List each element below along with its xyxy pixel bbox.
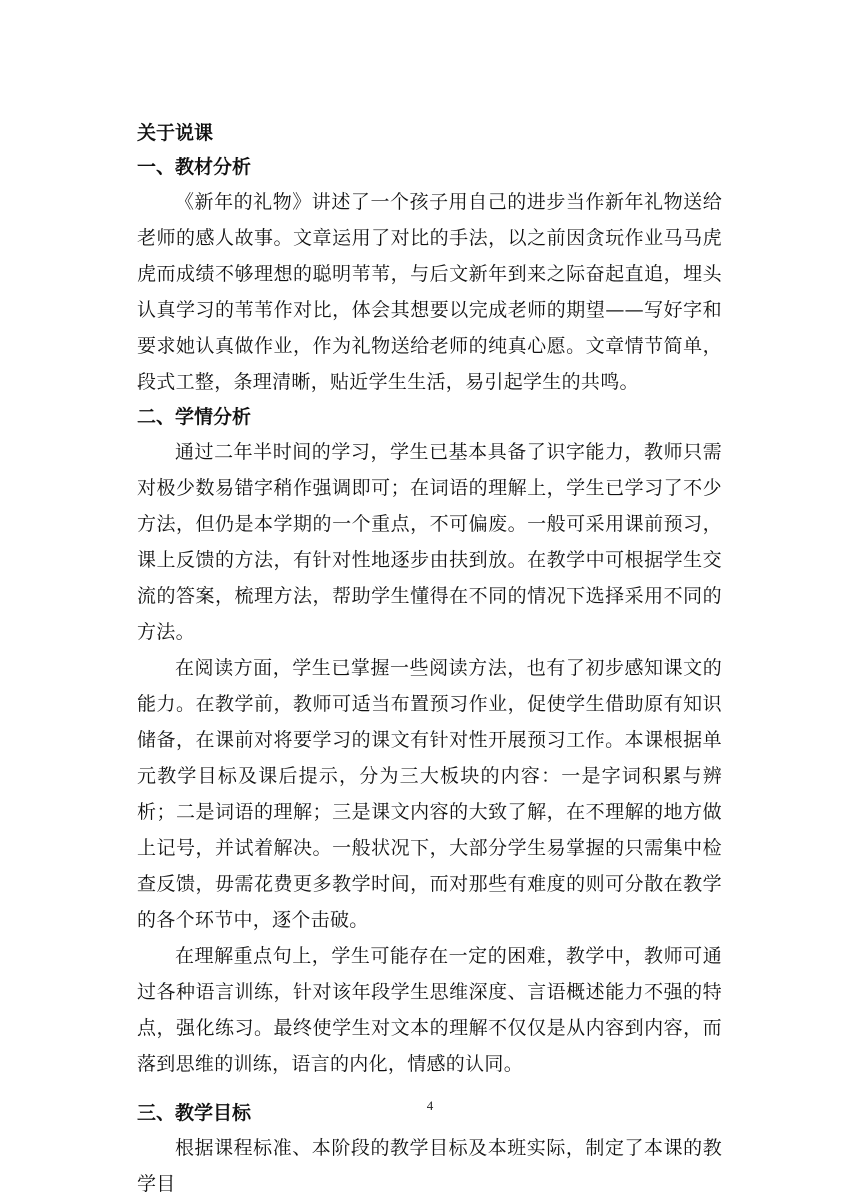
section-heading-student-analysis: 二、学情分析 <box>137 406 252 428</box>
section-heading-textbook-analysis: 一、教材分析 <box>137 156 252 178</box>
document-title: 关于说课 <box>137 122 214 144</box>
page-content <box>137 116 722 1202</box>
paragraph-teaching-goals: 根据课程标准、本阶段的教学目标及本班实际，制定了本课的教学目 <box>137 1137 722 1195</box>
paragraph-reading-ability: 在阅读方面，学生已掌握一些阅读方法，也有了初步感知课文的能力。在教学前，教师可适当布置预习作业，促使学生借助原有知识储备，在课前对将要学习的课文有针对性开展预习工作。本课根据单元教学目标及课后提示，分为三大板块的内容：一是字词积累与辨析；二是词语的理解；三是课文内容的大致了解，在不理解的地方做上记号，并试着解决。一般状况下，大部分学生易掌握的只需集中检查反馈，毋需花费更多教学时间，而对那些有难度的则可分散在教学的各个环节中，逐个击破。 <box>137 657 722 931</box>
page-number: 4 <box>426 1098 434 1113</box>
section-heading-teaching-goals: 三、教学目标 <box>137 1102 252 1124</box>
paragraph-key-sentences: 在理解重点句上，学生可能存在一定的困难，教学中，教师可通过各种语言训练，针对该年段学生思维深度、言语概述能力不强的特点，强化练习。最终使学生对文本的理解不仅仅是从内容到内容，而落到思维的训练，语言的内化，情感的认同。 <box>137 945 722 1075</box>
paragraph-literacy-ability: 通过二年半时间的学习，学生已基本具备了识字能力，教师只需对极少数易错字稍作强调即可；在词语的理解上，学生已学习了不少方法，但仍是本学期的一个重点，不可偏废。一般可采用课前预习，课上反馈的方法，有针对性地逐步由扶到放。在教学中可根据学生交流的答案，梳理方法，帮助学生懂得在不同的情况下选择采用不同的方法。 <box>137 441 722 643</box>
paragraph-textbook-analysis: 《新年的礼物》讲述了一个孩子用自己的进步当作新年礼物送给老师的感人故事。文章运用了对比的手法，以之前因贪玩作业马马虎虎而成绩不够理想的聪明苇苇，与后文新年到来之际奋起直追，埋头认真学习的苇苇作对比，体会其想要以完成老师的期望——写好字和要求她认真做作业，作为礼物送给老师的纯真心愿。文章情节简单，段式工整，条理清晰，贴近学生生活，易引起学生的共鸣。 <box>137 191 722 393</box>
